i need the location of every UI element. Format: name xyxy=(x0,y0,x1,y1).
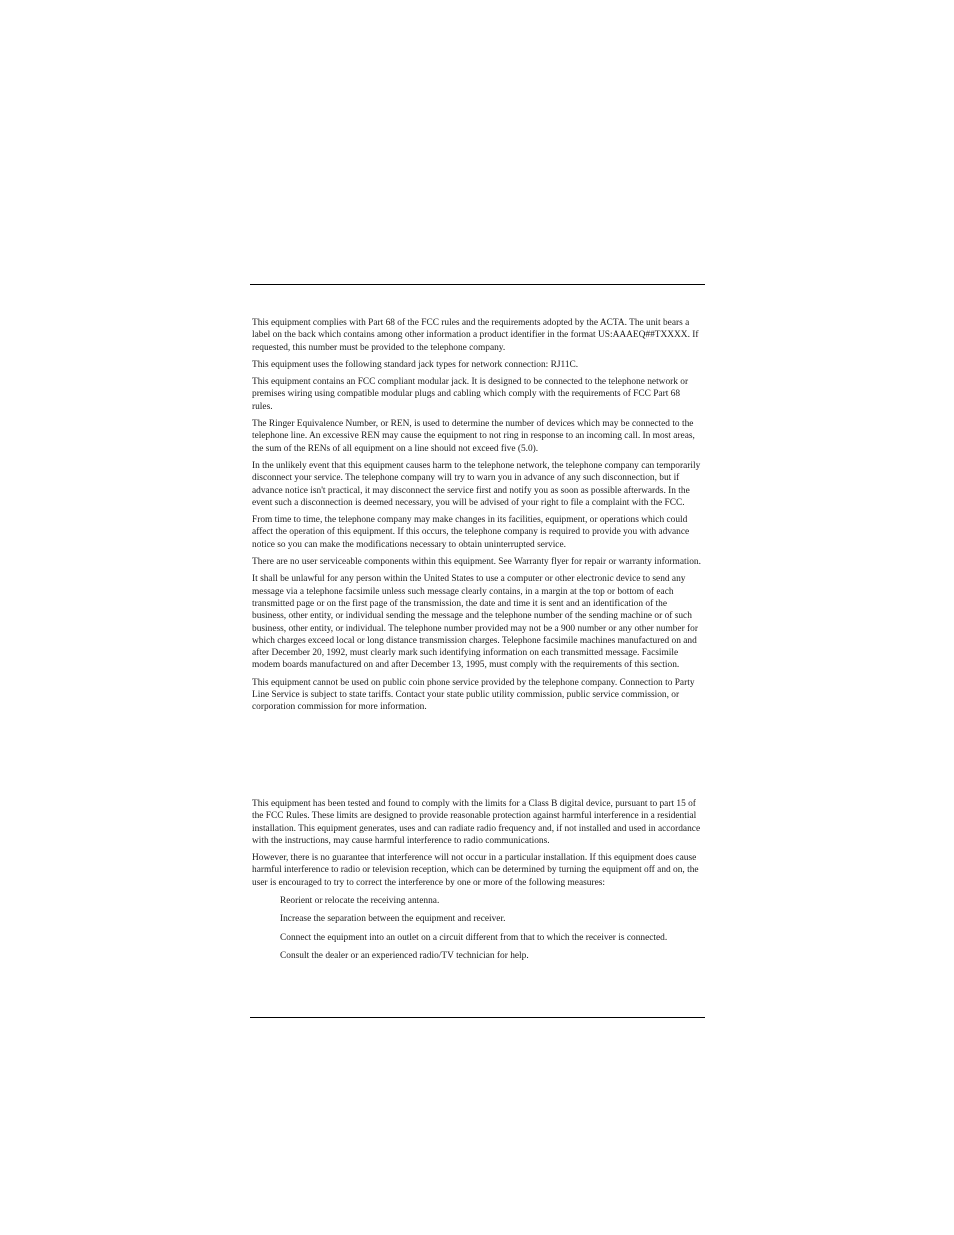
measure-item: Increase the separation between the equipment and receiver. xyxy=(280,914,506,925)
part15-paragraph-1: This equipment has been tested and found to comply with the limits for a Class B digital device, pursuant to part 15 of the FCC Rules. These limits are designed to provide reasonable protection against harmful interference in a residential installation. This equipment generates, uses and can radiate radio frequency and, if not installed and used in accordance with the instructions, may cause harmful interference to radio communications. xyxy=(252,799,701,846)
fcc-part15-section xyxy=(252,798,702,968)
part68-paragraph-8: It shall be unlawful for any person within the United States to use a computer or other electronic device to send any message via a telephone facsimile unless such message clearly contains, in a margin at the top or bottom of each transmitted page or on the first page of the transmission, the date and time it is sent and an identification of the business, other entity, or individual sending the message and the telephone number of the sending machine or of such business, other entity, or individual. The telephone number provided may not be a 900 number or any other number for which charges exceed local or long distance transmission charges. Telephone facsimile machines manufactured on and after December 20, 1992, must clearly mark such identifying information on each transmitted message. Facsimile modem boards manufactured on and after December 13, 1995, must comply with the requirements of this section. xyxy=(252,574,698,671)
part68-paragraph-2: This equipment uses the following standard jack types for network connection: RJ11C. xyxy=(252,359,579,370)
bottom-divider xyxy=(250,1017,705,1018)
part68-paragraph-3: This equipment contains an FCC compliant modular jack. It is designed to be connected to the telephone network or premises wiring using compatible modular plugs and cabling which comply with the requirements of FCC Part 68 rules. xyxy=(252,377,689,412)
part68-paragraph-5: In the unlikely event that this equipment causes harm to the telephone network, the telephone company can temporarily disconnect your service. The telephone company will try to warn you in advance of any such disconnection, but if advance notice isn't practical, it may disconnect the service first and notify you as soon as possible afterwards. In the event such a disconnection is deemed necessary, you will be advised of your right to file a complaint with the FCC. xyxy=(252,460,701,508)
part68-paragraph-9: This equipment cannot be used on public coin phone service provided by the telephone company. Connection to Party Line Service is subject to state tariffs. Contact your state public utility commission, public service commission, or corporation commission for more information. xyxy=(252,677,695,713)
part68-paragraph-1: This equipment complies with Part 68 of the FCC rules and the requirements adopted by the ACTA. The unit bears a label on the back which contains among other information a product identifier in the format US:AAAEQ##TXXXX. If requested, this number must be provided to the telephone company. xyxy=(252,318,699,353)
document-page xyxy=(250,0,705,1235)
interference-measures-list xyxy=(252,895,702,962)
fcc-part68-section xyxy=(252,317,702,719)
measure-item: Connect the equipment into an outlet on a circuit different from that to which the receiver is connected. xyxy=(280,932,668,943)
part68-paragraph-7: There are no user serviceable components within this equipment. See Warranty flyer for repair or warranty information. xyxy=(252,557,701,568)
part15-paragraph-2: However, there is no guarantee that interference will not occur in a particular installation. If this equipment does cause harmful interference to radio or television reception, which can be determined by turning the equipment off and on, the user is encouraged to try to correct the interference by one or more of the following measures: xyxy=(252,853,699,888)
measure-item: Reorient or relocate the receiving antenna. xyxy=(280,896,440,907)
part68-paragraph-4: The Ringer Equivalence Number, or REN, is used to determine the number of devices which may be connected to the telephone line. An excessive REN may cause the equipment to not ring in response to an incoming call. In most areas, the sum of the RENs of all equipment on a line should not exceed five (5.0). xyxy=(252,419,695,454)
part68-paragraph-6: From time to time, the telephone company may make changes in its facilities, equipment, or operations which could affect the operation of this equipment. If this occurs, the telephone company is required to provide you with advance notice so you can make the modifications necessary to obtain uninterrupted service. xyxy=(252,515,690,550)
top-divider xyxy=(250,284,705,285)
measure-item: Consult the dealer or an experienced radio/TV technician for help. xyxy=(280,950,529,961)
